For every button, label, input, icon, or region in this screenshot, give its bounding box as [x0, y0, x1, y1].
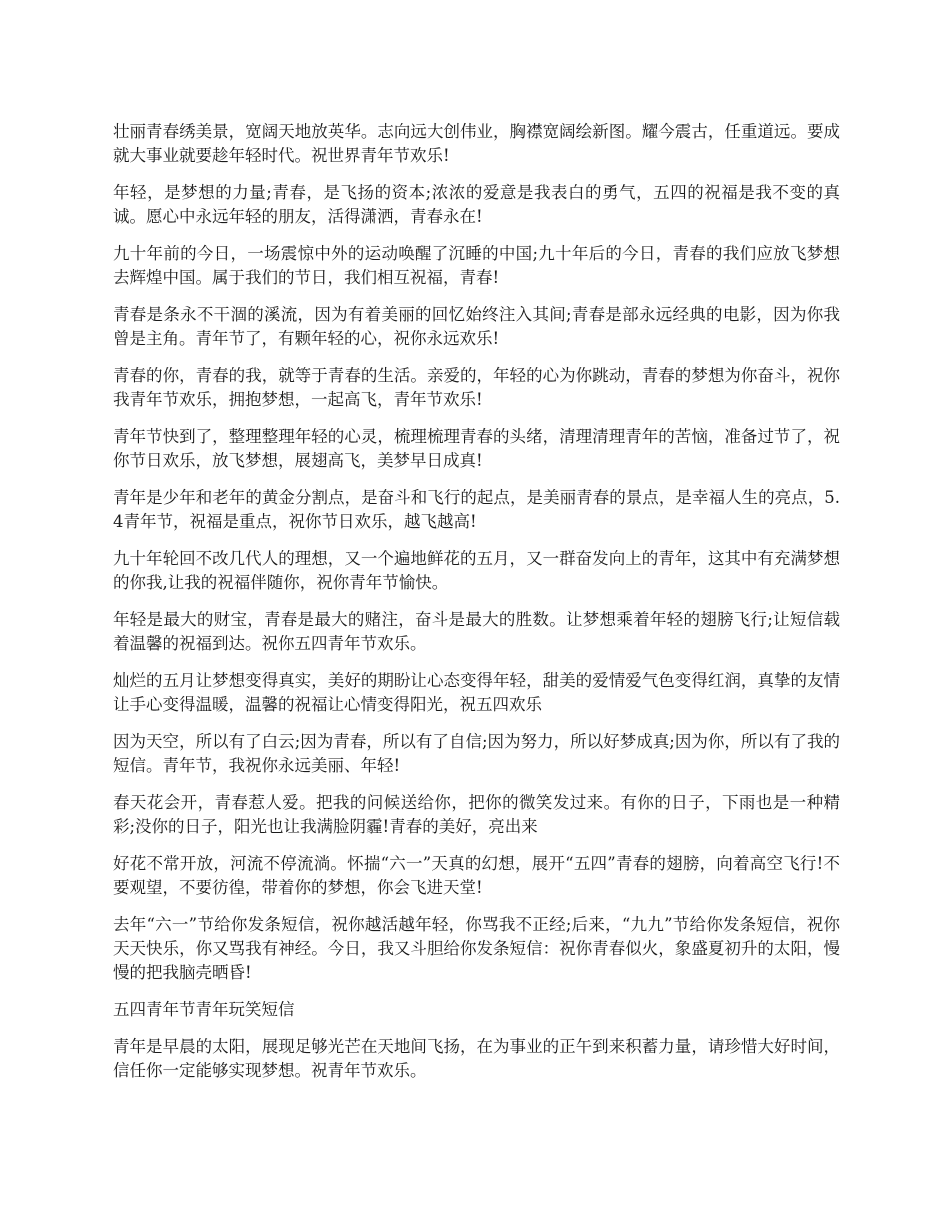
paragraph: 年轻，是梦想的力量;青春，是飞扬的资本;浓浓的爱意是我表白的勇气，五四的祝福是我不变的真诚。愿心中永远年轻的朋友，活得潇洒，青春永在!: [113, 183, 840, 226]
paragraph: 好花不常开放，河流不停流淌。怀揣“六一”天真的幻想，展开“五四”青春的翅膀，向着高空飞行!不要观望，不要彷徨，带着你的梦想，你会飞进天堂!: [113, 854, 840, 897]
paragraph: 九十年轮回不改几代人的理想，又一个遍地鲜花的五月，又一群奋发向上的青年，这其中有充满梦想的你我,让我的祝福伴随你，祝你青年节愉快。: [113, 549, 840, 592]
paragraph: 青年节快到了，整理整理年轻的心灵，梳理梳理青春的头绪，清理清理青年的苦恼，准备过节了，祝你节日欢乐，放飞梦想，展翅高飞，美梦早日成真!: [113, 427, 840, 470]
paragraph: 青年是早晨的太阳，展现足够光芒在天地间飞扬，在为事业的正午到来积蓄力量，请珍惜大好时间，信任你一定能够实现梦想。祝青年节欢乐。: [113, 1037, 840, 1080]
section-heading: 五四青年节青年玩笑短信: [113, 1000, 295, 1019]
paragraph: 青春的你，青春的我，就等于青春的生活。亲爱的，年轻的心为你跳动，青春的梦想为你奋斗，祝你我青年节欢乐，拥抱梦想，一起高飞，青年节欢乐!: [113, 366, 840, 409]
paragraph: 因为天空，所以有了白云;因为青春，所以有了自信;因为努力，所以好梦成真;因为你，所以有了我的短信。青年节，我祝你永远美丽、年轻!: [113, 732, 840, 775]
paragraph: 去年“六一”节给你发条短信，祝你越活越年轻，你骂我不正经;后来，“九九”节给你发条短信，祝你天天快乐，你又骂我有神经。今日，我又斗胆给你发条短信：祝你青春似火，象盛夏初升的太阳，慢慢的把我脑壳晒昏!: [113, 915, 840, 982]
paragraph: 青春是条永不干涸的溪流，因为有着美丽的回忆始终注入其间;青春是部永远经典的电影，因为你我曾是主角。青年节了，有颗年轻的心，祝你永远欢乐!: [113, 305, 840, 348]
paragraph: 年轻是最大的财宝，青春是最大的赌注，奋斗是最大的胜数。让梦想乘着年轻的翅膀飞行;让短信载着温馨的祝福到达。祝你五四青年节欢乐。: [113, 610, 840, 653]
paragraph: 壮丽青春绣美景，宽阔天地放英华。志向远大创伟业，胸襟宽阔绘新图。耀今震古，任重道远。要成就大事业就要趁年轻时代。祝世界青年节欢乐!: [113, 122, 840, 165]
paragraph: 青年是少年和老年的黄金分割点，是奋斗和飞行的起点，是美丽青春的景点，是幸福人生的亮点，5.4青年节，祝福是重点，祝你节日欢乐，越飞越高!: [113, 488, 840, 531]
paragraph: 春天花会开，青春惹人爱。把我的问候送给你，把你的微笑发过来。有你的日子，下雨也是一种精彩;没你的日子，阳光也让我满脸阴霾!青春的美好，亮出来: [113, 793, 840, 836]
paragraph: 灿烂的五月让梦想变得真实，美好的期盼让心态变得年轻，甜美的爱情爱气色变得红润，真挚的友情让手心变得温暖，温馨的祝福让心情变得阳光，祝五四欢乐: [113, 671, 840, 714]
paragraph: 九十年前的今日，一场震惊中外的运动唤醒了沉睡的中国;九十年后的今日，青春的我们应放飞梦想去辉煌中国。属于我们的节日，我们相互祝福，青春!: [113, 244, 840, 287]
